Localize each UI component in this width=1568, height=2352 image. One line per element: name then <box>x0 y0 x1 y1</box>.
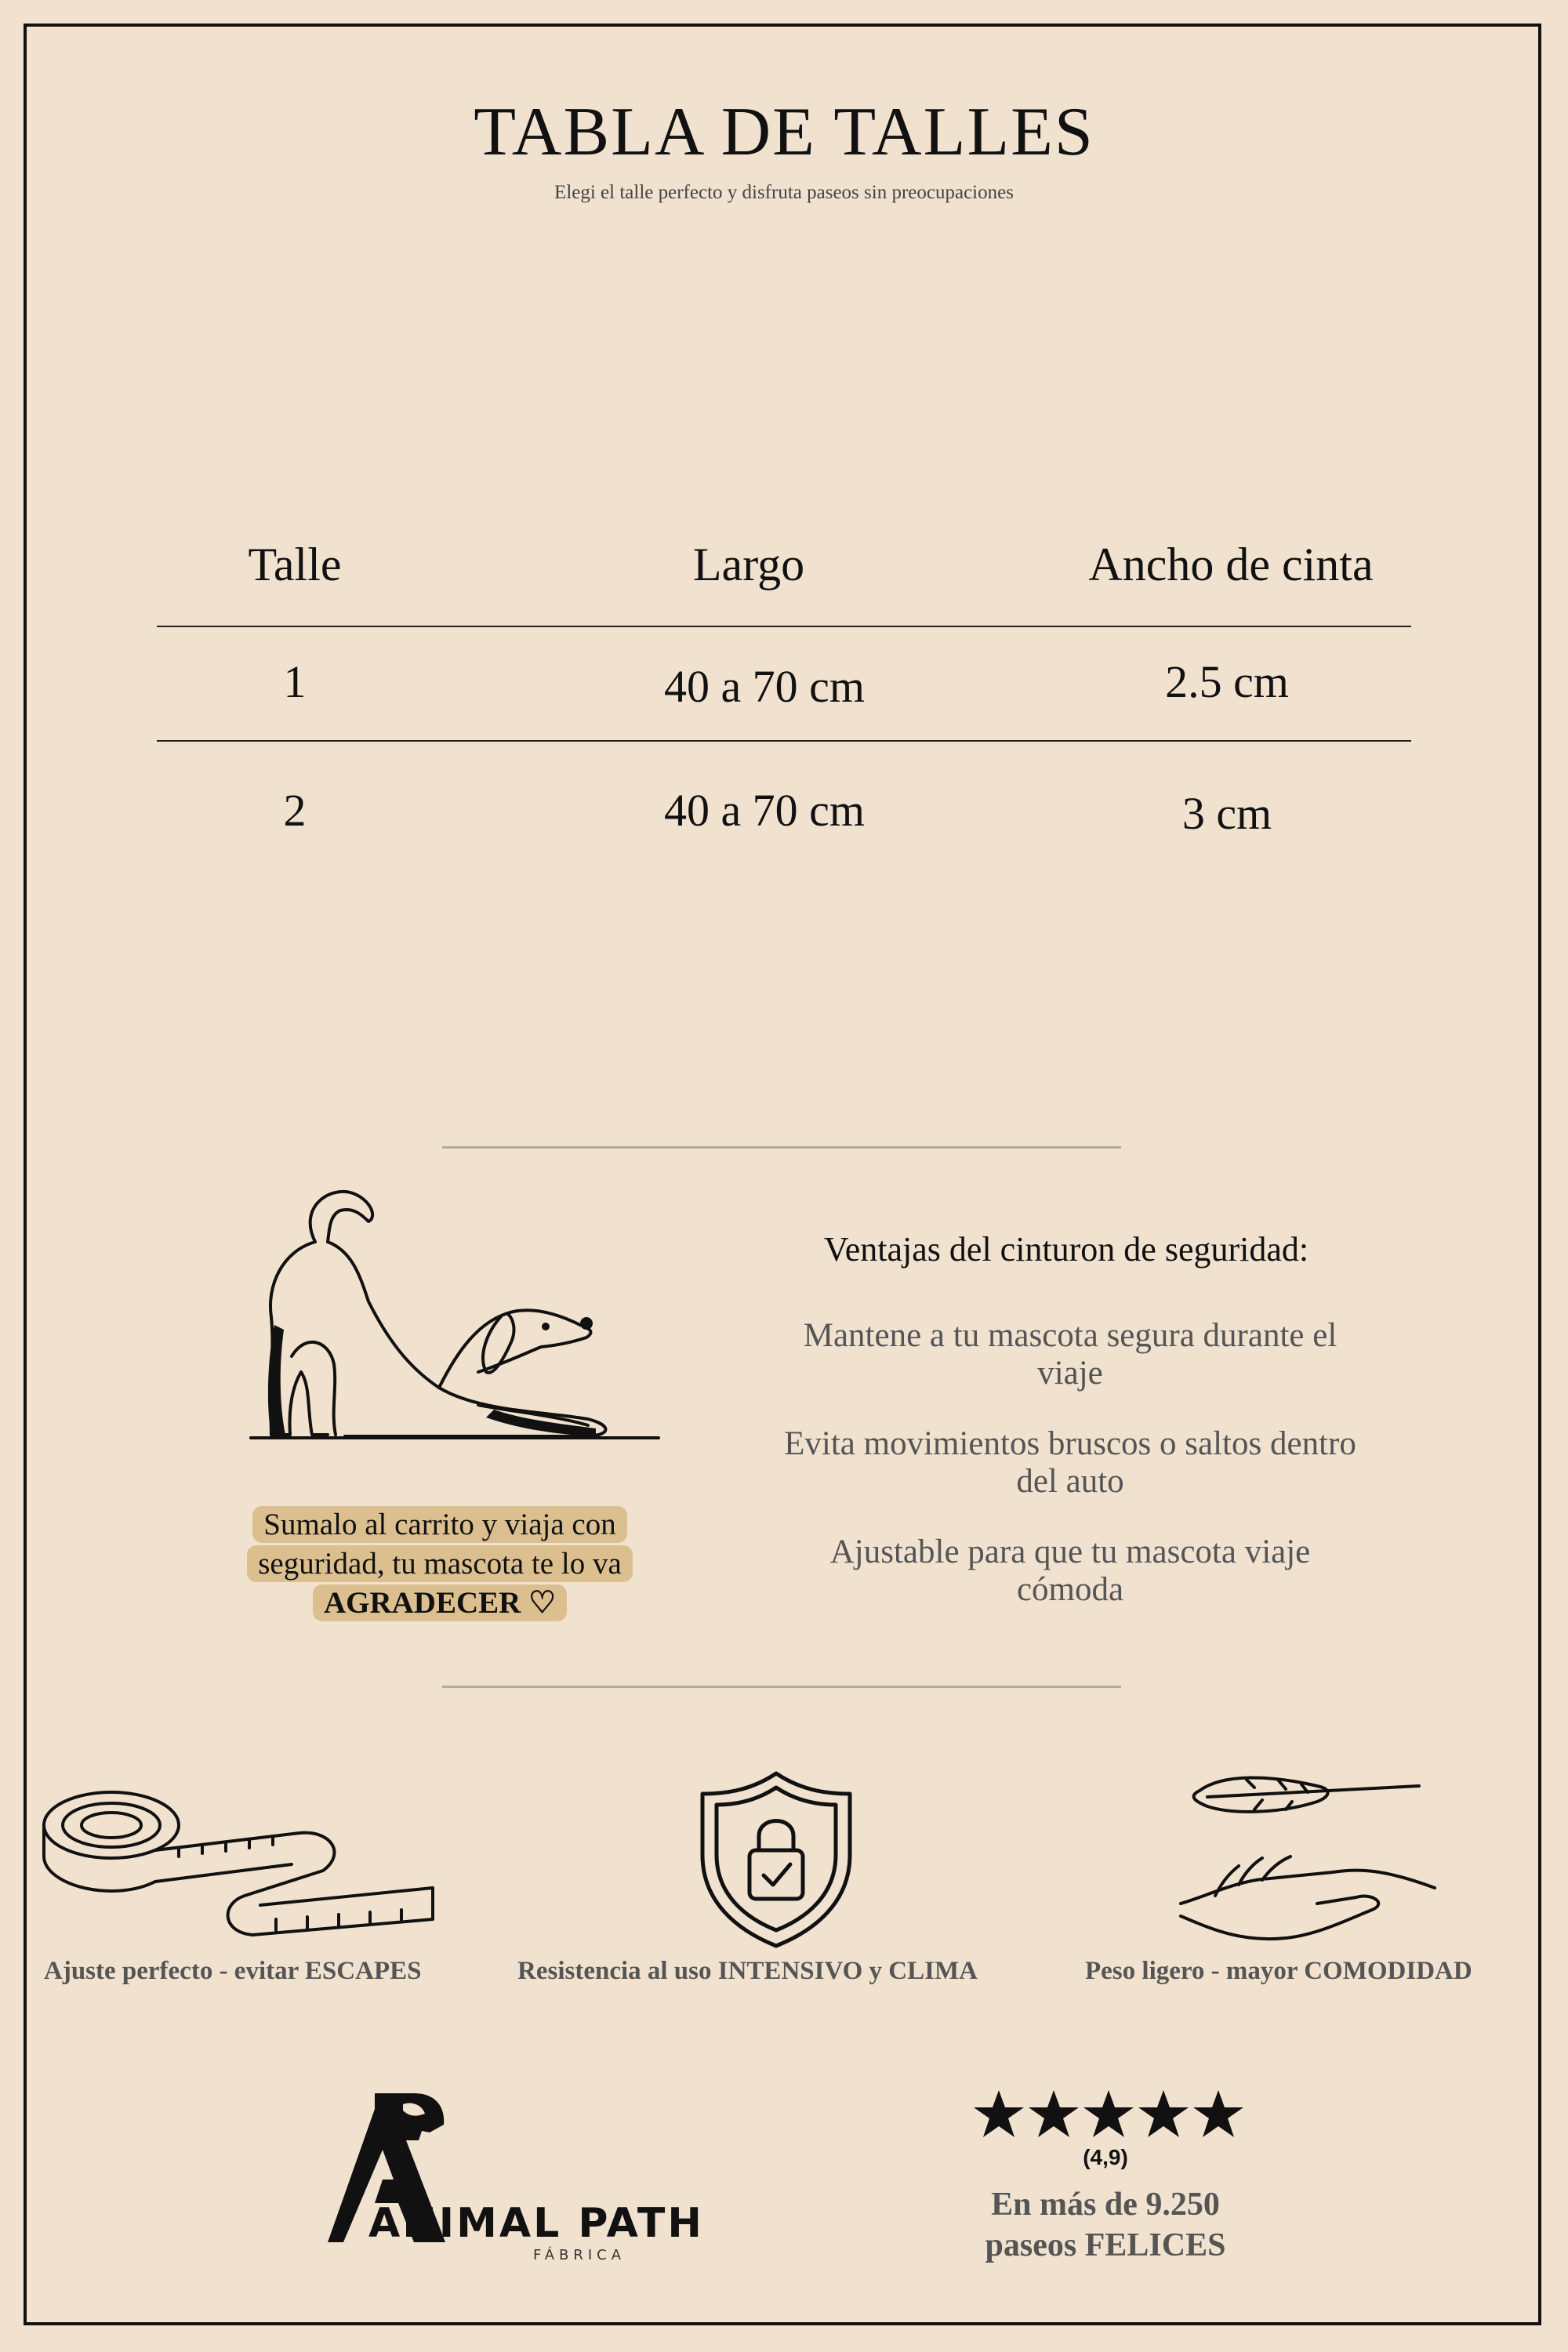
benefit-item: Ajustable para que tu mascota viaje cómoda <box>829 1534 1311 1608</box>
page-title: TABLA DE TALLES <box>474 94 1094 170</box>
brand-name: ANIMAL PATH <box>368 2200 704 2247</box>
cta-emphasis: AGRADECER ♡ <box>313 1584 567 1621</box>
measuring-tape-icon <box>41 1778 448 1943</box>
cta-line-1: Sumalo al carrito y viaja con <box>252 1506 626 1543</box>
table-cell-talle: 2 <box>283 785 307 836</box>
star-rating-icon <box>972 2089 1247 2142</box>
stretching-dog-icon <box>243 1176 666 1443</box>
column-header-largo: Largo <box>692 539 805 590</box>
rating-value: (4,9) <box>1083 2145 1128 2169</box>
brand-subtitle: FÁBRICA <box>533 2247 626 2263</box>
reviews-line-2: paseos FELICES <box>985 2227 1226 2263</box>
reviews-line-1: En más de 9.250 <box>991 2187 1220 2223</box>
table-cell-ancho: 2.5 cm <box>1165 656 1289 707</box>
benefits-title: Ventajas del cinturon de seguridad: <box>823 1230 1309 1269</box>
benefit-item: Mantene a tu mascota segura durante el viaje <box>803 1317 1338 1392</box>
table-cell-ancho: 3 cm <box>1181 788 1272 839</box>
benefit-item: Evita movimientos bruscos o saltos dentro del auto <box>784 1425 1356 1500</box>
cta-line-2: seguridad, tu mascota te lo va <box>247 1545 633 1582</box>
section-divider <box>442 1686 1121 1688</box>
cta-message <box>218 1505 662 1623</box>
section-divider <box>442 1146 1121 1149</box>
page-subtitle: Elegi el talle perfecto y disfruta paseos sin preocupaciones <box>554 182 1014 203</box>
table-cell-talle: 1 <box>283 656 307 707</box>
reviews-text <box>925 2184 1286 2266</box>
table-cell-largo: 40 a 70 cm <box>663 661 866 712</box>
column-header-talle: Talle <box>248 539 342 590</box>
column-header-ancho: Ancho de cinta <box>1088 539 1374 590</box>
feature-label: Ajuste perfecto - evitar ESCAPES <box>44 1957 422 1985</box>
feather-hand-icon <box>1176 1762 1443 1951</box>
table-divider <box>157 740 1411 742</box>
table-cell-largo: 40 a 70 cm <box>663 785 866 836</box>
table-divider <box>157 626 1411 627</box>
feature-label: Resistencia al uso INTENSIVO y CLIMA <box>517 1957 978 1985</box>
feature-label: Peso ligero - mayor COMODIDAD <box>1085 1957 1472 1985</box>
shield-lock-icon <box>698 1769 855 1949</box>
